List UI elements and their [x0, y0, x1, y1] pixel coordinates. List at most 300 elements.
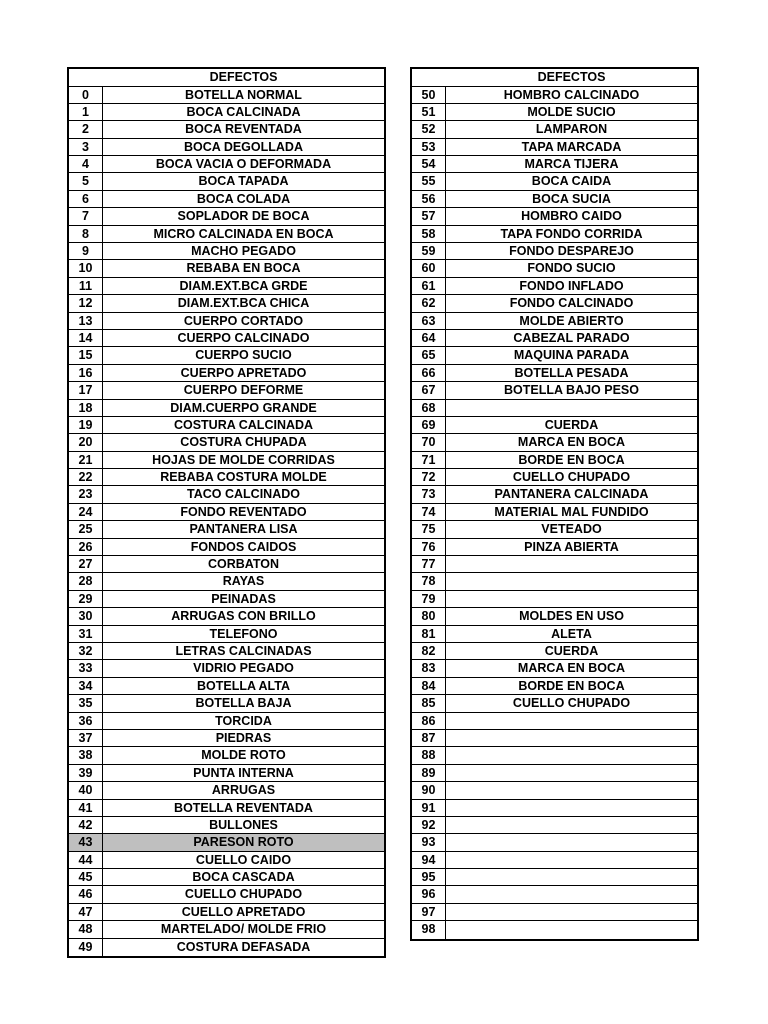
defect-code: 89	[412, 765, 446, 781]
table-row	[412, 365, 697, 382]
table-row	[69, 765, 384, 782]
defect-code: 57	[412, 208, 446, 224]
defect-code: 83	[412, 660, 446, 676]
table-row	[69, 608, 384, 625]
defect-code: 96	[412, 886, 446, 902]
defect-code: 61	[412, 278, 446, 294]
defect-name: CORBATON	[207, 557, 280, 572]
defect-code: 26	[69, 539, 103, 555]
defect-name: BOCA TAPADA	[198, 174, 289, 189]
defect-code: 36	[69, 713, 103, 729]
defect-name: CUERPO APRETADO	[180, 365, 307, 380]
table-row	[412, 660, 697, 677]
table-row	[412, 382, 697, 399]
defect-code: 73	[412, 486, 446, 502]
table-row	[412, 87, 697, 104]
table-row	[412, 121, 697, 138]
defect-code: 16	[69, 365, 103, 381]
table-row	[69, 191, 384, 208]
defect-code: 28	[69, 573, 103, 589]
defect-name	[446, 817, 697, 833]
defect-name: BOCA VACIA O DEFORMADA	[155, 157, 332, 172]
defect-code: 90	[412, 782, 446, 798]
defect-code: 59	[412, 243, 446, 259]
defect-name: COSTURA CALCINADA	[173, 417, 314, 432]
defect-name: PIEDRAS	[215, 730, 272, 745]
defect-name: FONDO SUCIO	[527, 261, 616, 276]
defect-name: MOLDE ROTO	[201, 748, 286, 763]
table-row	[412, 191, 697, 208]
table-row	[69, 347, 384, 364]
defect-name: FONDOS CAIDOS	[190, 539, 297, 554]
defect-name: MAQUINA PARADA	[513, 348, 630, 363]
table-row	[69, 226, 384, 243]
defect-code: 85	[412, 695, 446, 711]
defect-code: 46	[69, 886, 103, 902]
defect-name: COSTURA CHUPADA	[180, 435, 307, 450]
defect-code: 47	[69, 904, 103, 920]
table-row	[412, 260, 697, 277]
defect-code: 67	[412, 382, 446, 398]
defect-code: 1	[69, 104, 103, 120]
defect-name	[446, 800, 697, 816]
defect-code: 24	[69, 504, 103, 520]
defect-name: HOMBRO CAIDO	[521, 209, 622, 224]
defect-code: 50	[412, 87, 446, 103]
defect-name: BOCA REVENTADA	[185, 122, 302, 137]
defect-code: 86	[412, 713, 446, 729]
defect-code: 17	[69, 382, 103, 398]
table-row	[69, 626, 384, 643]
table-row	[69, 208, 384, 225]
table-row	[412, 156, 697, 173]
defect-code: 10	[69, 260, 103, 276]
defect-code: 19	[69, 417, 103, 433]
defect-code: 39	[69, 765, 103, 781]
defect-name: LAMPARON	[535, 122, 608, 137]
defect-name	[446, 713, 697, 729]
table-row	[412, 678, 697, 695]
defect-code: 63	[412, 313, 446, 329]
table-body	[69, 87, 384, 957]
table-row	[69, 643, 384, 660]
defect-code: 77	[412, 556, 446, 572]
defects-table-left	[67, 67, 386, 958]
defect-code: 45	[69, 869, 103, 885]
defect-name: CUERDA	[544, 417, 599, 432]
defect-name: PANTANERA CALCINADA	[494, 487, 649, 502]
table-row	[69, 921, 384, 938]
defect-code: 9	[69, 243, 103, 259]
defect-code: 72	[412, 469, 446, 485]
table-row	[69, 782, 384, 799]
table-row	[69, 417, 384, 434]
table-row	[412, 313, 697, 330]
defect-code: 74	[412, 504, 446, 520]
defect-code: 31	[69, 626, 103, 642]
table-row	[69, 591, 384, 608]
defect-name: PANTANERA LISA	[189, 522, 298, 537]
defect-code: 27	[69, 556, 103, 572]
defect-code: 2	[69, 121, 103, 137]
defect-code: 4	[69, 156, 103, 172]
defect-code: 5	[69, 173, 103, 189]
defect-code: 41	[69, 800, 103, 816]
table-row	[69, 886, 384, 903]
defect-code: 7	[69, 208, 103, 224]
defect-name	[446, 591, 697, 607]
table-row	[412, 695, 697, 712]
defect-code: 48	[69, 921, 103, 937]
defect-name	[446, 921, 697, 938]
defect-code: 82	[412, 643, 446, 659]
defect-code: 75	[412, 521, 446, 537]
defect-name: TELEFONO	[209, 626, 278, 641]
table-row	[69, 486, 384, 503]
defect-name: BOTELLA PESADA	[514, 365, 629, 380]
defect-code: 69	[412, 417, 446, 433]
defect-name: MATERIAL MAL FUNDIDO	[494, 504, 649, 519]
defect-code: 6	[69, 191, 103, 207]
defect-code: 33	[69, 660, 103, 676]
defect-name: BULLONES	[209, 817, 278, 832]
table-row	[412, 556, 697, 573]
table-row	[412, 347, 697, 364]
defect-name: FONDO INFLADO	[519, 278, 624, 293]
table-row	[69, 800, 384, 817]
table-row	[412, 921, 697, 938]
defect-name: REBABA EN BOCA	[186, 261, 301, 276]
defect-name	[446, 556, 697, 572]
defect-name: HOMBRO CALCINADO	[503, 87, 640, 102]
defect-code: 29	[69, 591, 103, 607]
defect-name	[446, 886, 697, 902]
defect-name: CABEZAL PARADO	[513, 330, 630, 345]
defect-name: MARCA EN BOCA	[517, 435, 626, 450]
defect-code: 91	[412, 800, 446, 816]
table-row	[69, 121, 384, 138]
defect-code: 98	[412, 921, 446, 938]
defect-name	[446, 400, 697, 416]
defect-code: 14	[69, 330, 103, 346]
defect-name	[446, 765, 697, 781]
defect-name: DIAM.EXT.BCA GRDE	[179, 278, 308, 293]
defect-name: PUNTA INTERNA	[193, 765, 294, 780]
table-row	[412, 208, 697, 225]
defect-code: 76	[412, 539, 446, 555]
table-row	[69, 278, 384, 295]
table-header: DEFECTOS	[69, 69, 384, 87]
table-row	[69, 730, 384, 747]
defect-code: 21	[69, 452, 103, 468]
table-row	[69, 104, 384, 121]
defect-name: CUELLO APRETADO	[181, 904, 306, 919]
defect-name: MARCA TIJERA	[524, 157, 619, 172]
table-row	[69, 400, 384, 417]
defect-code: 81	[412, 626, 446, 642]
defect-code: 55	[412, 173, 446, 189]
table-row	[412, 173, 697, 190]
defect-name: RAYAS	[222, 574, 265, 589]
defect-code: 32	[69, 643, 103, 659]
defect-code: 64	[412, 330, 446, 346]
defect-name: BOTELLA BAJA	[195, 696, 292, 711]
defect-name: SOPLADOR DE BOCA	[177, 209, 310, 224]
table-row	[69, 573, 384, 590]
table-row	[412, 417, 697, 434]
defect-code: 18	[69, 400, 103, 416]
defect-code: 22	[69, 469, 103, 485]
defect-name: TAPA FONDO CORRIDA	[500, 226, 643, 241]
table-row	[412, 434, 697, 451]
defect-code: 42	[69, 817, 103, 833]
table-row	[412, 626, 697, 643]
defect-code: 88	[412, 747, 446, 763]
defect-name	[446, 834, 697, 850]
defect-name: ALETA	[551, 626, 592, 641]
defect-name: FONDO REVENTADO	[180, 504, 307, 519]
defect-code: 71	[412, 452, 446, 468]
defect-name: MARTELADO/ MOLDE FRIO	[160, 922, 327, 937]
defect-code: 40	[69, 782, 103, 798]
table-row	[69, 817, 384, 834]
defect-code: 11	[69, 278, 103, 294]
table-row	[69, 243, 384, 260]
defect-code: 51	[412, 104, 446, 120]
defect-code: 93	[412, 834, 446, 850]
defect-code: 58	[412, 226, 446, 242]
table-row	[69, 713, 384, 730]
defect-name: PINZA ABIERTA	[524, 539, 619, 554]
defect-code: 79	[412, 591, 446, 607]
table-row	[69, 469, 384, 486]
defect-code: 80	[412, 608, 446, 624]
table-row	[412, 817, 697, 834]
defect-name	[446, 904, 697, 920]
defect-code: 65	[412, 347, 446, 363]
defect-code: 56	[412, 191, 446, 207]
defect-code: 54	[412, 156, 446, 172]
defect-code: 49	[69, 939, 103, 956]
table-row	[69, 434, 384, 451]
defect-code: 66	[412, 365, 446, 381]
defect-name: BOTELLA NORMAL	[185, 87, 302, 102]
defect-code: 38	[69, 747, 103, 763]
defect-name: BOCA CALCINADA	[186, 104, 301, 119]
defect-name: PARESON ROTO	[103, 834, 384, 850]
table-row	[412, 730, 697, 747]
defect-name: LETRAS CALCINADAS	[175, 644, 312, 658]
defect-code: 0	[69, 87, 103, 103]
defect-name: CUELLO CHUPADO	[512, 696, 631, 711]
table-row	[412, 800, 697, 817]
defect-name: DIAM.EXT.BCA CHICA	[177, 296, 310, 311]
table-row	[69, 869, 384, 886]
table-row	[412, 521, 697, 538]
defect-code: 30	[69, 608, 103, 624]
table-row	[69, 313, 384, 330]
table-row	[412, 573, 697, 590]
defect-code: 15	[69, 347, 103, 363]
table-row	[412, 904, 697, 921]
defect-code: 62	[412, 295, 446, 311]
defect-code: 78	[412, 573, 446, 589]
table-row	[412, 643, 697, 660]
defect-name	[446, 869, 697, 885]
defect-name: VIDRIO PEGADO	[193, 661, 294, 676]
table-row	[69, 173, 384, 190]
defect-name: BOCA SUCIA	[532, 191, 611, 206]
table-row	[412, 504, 697, 521]
defect-code: 97	[412, 904, 446, 920]
table-row	[412, 869, 697, 886]
table-row	[69, 87, 384, 104]
defect-name: BOTELLA ALTA	[196, 678, 291, 693]
defect-name: DIAM.CUERPO GRANDE	[170, 400, 317, 415]
defect-code: 37	[69, 730, 103, 746]
table-row	[69, 330, 384, 347]
table-body	[412, 87, 697, 939]
defect-name: BOTELLA BAJO PESO	[504, 383, 639, 398]
defect-name: CUERDA	[544, 644, 599, 658]
defect-name: TORCIDA	[215, 713, 272, 728]
defect-code: 43	[69, 834, 103, 850]
defect-code: 84	[412, 678, 446, 694]
defect-name: MARCA EN BOCA	[517, 661, 626, 676]
table-row	[412, 243, 697, 260]
defect-name: CUELLO CHUPADO	[512, 470, 631, 485]
table-row	[69, 504, 384, 521]
table-row	[69, 852, 384, 869]
table-row	[69, 556, 384, 573]
table-row	[412, 278, 697, 295]
table-row	[69, 382, 384, 399]
defect-name: MOLDE ABIERTO	[519, 313, 624, 328]
table-row	[412, 139, 697, 156]
defect-code: 44	[69, 852, 103, 868]
table-row	[412, 539, 697, 556]
table-row	[69, 539, 384, 556]
table-row	[412, 104, 697, 121]
table-header: DEFECTOS	[412, 69, 697, 87]
defect-code: 12	[69, 295, 103, 311]
table-row	[69, 521, 384, 538]
defect-name: PEINADAS	[211, 591, 276, 606]
defect-code: 68	[412, 400, 446, 416]
table-row	[69, 939, 384, 956]
table-row	[69, 260, 384, 277]
table-row	[412, 400, 697, 417]
defect-name	[446, 573, 697, 589]
table-row	[412, 469, 697, 486]
defect-name: MICRO CALCINADA EN BOCA	[153, 226, 334, 241]
defect-code: 60	[412, 260, 446, 276]
defect-name: TAPA MARCADA	[521, 139, 622, 154]
table-row	[412, 452, 697, 469]
defect-code: 8	[69, 226, 103, 242]
defect-code: 35	[69, 695, 103, 711]
defect-name: MACHO PEGADO	[191, 244, 296, 259]
defect-name: TACO CALCINADO	[187, 487, 300, 502]
table-row	[412, 852, 697, 869]
defect-name: BOCA DEGOLLADA	[184, 139, 303, 154]
defect-name	[446, 730, 697, 746]
table-row	[69, 904, 384, 921]
defect-name: CUERPO CORTADO	[183, 313, 304, 328]
defect-name	[446, 782, 697, 798]
defect-name: BORDE EN BOCA	[518, 678, 625, 693]
table-row	[412, 608, 697, 625]
defect-name: FONDO CALCINADO	[509, 296, 634, 311]
table-row	[412, 886, 697, 903]
table-row	[412, 226, 697, 243]
defect-code: 94	[412, 852, 446, 868]
table-row	[412, 765, 697, 782]
defect-name: CUERPO CALCINADO	[177, 330, 310, 345]
defect-code: 70	[412, 434, 446, 450]
defect-code: 34	[69, 678, 103, 694]
defect-code: 52	[412, 121, 446, 137]
defect-code: 3	[69, 139, 103, 155]
table-row	[412, 782, 697, 799]
defect-code: 53	[412, 139, 446, 155]
defect-name: CUELLO CAIDO	[195, 852, 292, 867]
defect-name: FONDO DESPAREJO	[509, 244, 634, 259]
table-row	[412, 295, 697, 312]
defect-code: 25	[69, 521, 103, 537]
defect-name: MOLDES EN USO	[519, 609, 624, 624]
defect-name: BOCA CAIDA	[531, 174, 612, 189]
defect-name: BORDE EN BOCA	[518, 452, 625, 467]
defect-name: COSTURA DEFASADA	[176, 939, 311, 954]
defect-name: CUERPO DEFORME	[183, 383, 304, 398]
table-row	[69, 747, 384, 764]
defect-name: VETEADO	[541, 522, 602, 537]
table-row	[69, 365, 384, 382]
defect-code: 92	[412, 817, 446, 833]
defect-name: HOJAS DE MOLDE CORRIDAS	[152, 452, 335, 467]
defect-name: ARRUGAS	[211, 783, 276, 798]
defect-code: 23	[69, 486, 103, 502]
table-row	[412, 591, 697, 608]
defect-name: CUERPO SUCIO	[195, 348, 292, 363]
defect-name: CUELLO CHUPADO	[184, 887, 303, 902]
table-row	[69, 678, 384, 695]
defects-table-right	[410, 67, 699, 941]
table-row	[69, 695, 384, 712]
table-row	[69, 834, 384, 851]
defect-name	[446, 747, 697, 763]
defect-name: MOLDE SUCIO	[527, 104, 616, 119]
defect-code: 87	[412, 730, 446, 746]
defect-name	[446, 852, 697, 868]
table-row	[69, 452, 384, 469]
defect-name: BOTELLA REVENTADA	[174, 800, 313, 815]
defect-name: ARRUGAS CON BRILLO	[171, 609, 316, 624]
table-row	[412, 330, 697, 347]
defect-name: REBABA COSTURA MOLDE	[160, 470, 327, 485]
table-row	[69, 660, 384, 677]
table-row	[412, 747, 697, 764]
defect-name: BOCA CASCADA	[192, 870, 295, 885]
defect-code: 20	[69, 434, 103, 450]
table-row	[69, 139, 384, 156]
defect-code: 95	[412, 869, 446, 885]
table-row	[69, 156, 384, 173]
table-row	[69, 295, 384, 312]
table-row	[412, 834, 697, 851]
table-row	[412, 713, 697, 730]
